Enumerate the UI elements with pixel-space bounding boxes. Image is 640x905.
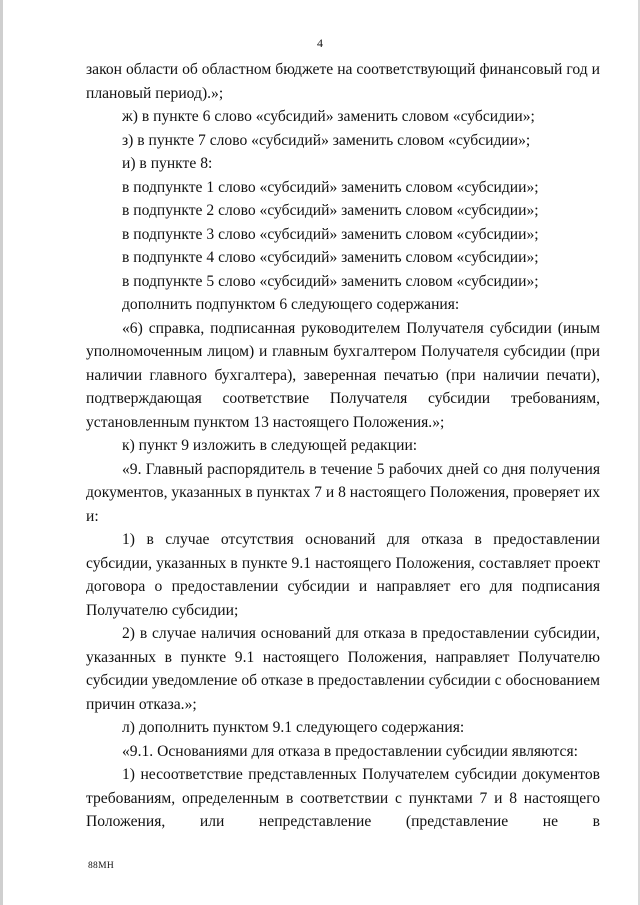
paragraph: 1) несоответствие представленных Получателем субсидии документов требованиям, определенным в соответствии с пунктами 7 и 8 настоящего Положения, или непредставление (представление не в [86,766,600,830]
paragraph: в подпункте 1 слово «субсидий» заменить словом «субсидии»; [122,178,539,196]
paragraph: к) пункт 9 изложить в следующей редакции: [122,437,418,454]
footer-code: 88МН [88,861,115,871]
scan-left-edge [0,0,3,905]
paragraph: л) дополнить пунктом 9.1 следующего содержания: [122,719,465,736]
paragraph: дополнить подпунктом 6 следующего содержания: [122,296,460,313]
paragraph: в подпункте 3 слово «субсидий» заменить словом «субсидии»; [122,225,539,243]
paragraph: «6) справка, подписанная руководителем Получателя субсидии (иным уполномоченным лицом) и главным бухгалтером Получателя субсидии (при наличии главного бухгалтера), заверенная печатью (при наличии печати), подтверждающая соответствие Получателя субсидии требованиям, установленным пунктом 13 настоящего Положения.»; [86,319,600,431]
paragraph: ж) в пункте 6 слово «субсидий» заменить словом «субсидии»; [122,108,535,125]
paragraph: в подпункте 2 слово «субсидий» заменить словом «субсидии»; [122,202,539,219]
paragraph: и) в пункте 8: [122,155,213,172]
paragraph: в подпункте 4 слово «субсидий» заменить словом «субсидии»; [122,249,539,266]
paragraph: «9. Главный распорядитель в течение 5 рабочих дней со дня получения документов, указанных в пунктах 7 и 8 настоящего Положения, проверяет их и: [86,460,600,525]
paragraph: 1) в случае отсутствия оснований для отказа в предоставлении субсидии, указанных в пункте 9.1 настоящего Положения, составляет проект договора о предоставлении субсидии и направляет его для подписания Получателю субсидии; [86,531,600,619]
document-body [86,58,600,834]
page-number: 4 [317,36,323,50]
paragraph: 2) в случае наличия оснований для отказа в предоставлении субсидии, указанных в пункте 9.1 настоящего Положения, направляет Получателю субсидии уведомление об отказе в предоставлении субсидии с обоснованием причин отказа.»; [86,625,600,713]
paragraph: закон области об областном бюджете на соответствующий финансовый год и плановый период).»; [86,61,600,102]
paragraph: з) в пункте 7 слово «субсидий» заменить словом «субсидии»; [122,131,531,149]
paragraph: в подпункте 5 слово «субсидий» заменить словом «субсидии»; [122,272,539,290]
paragraph: «9.1. Основаниями для отказа в предоставлении субсидии являются: [122,742,578,760]
